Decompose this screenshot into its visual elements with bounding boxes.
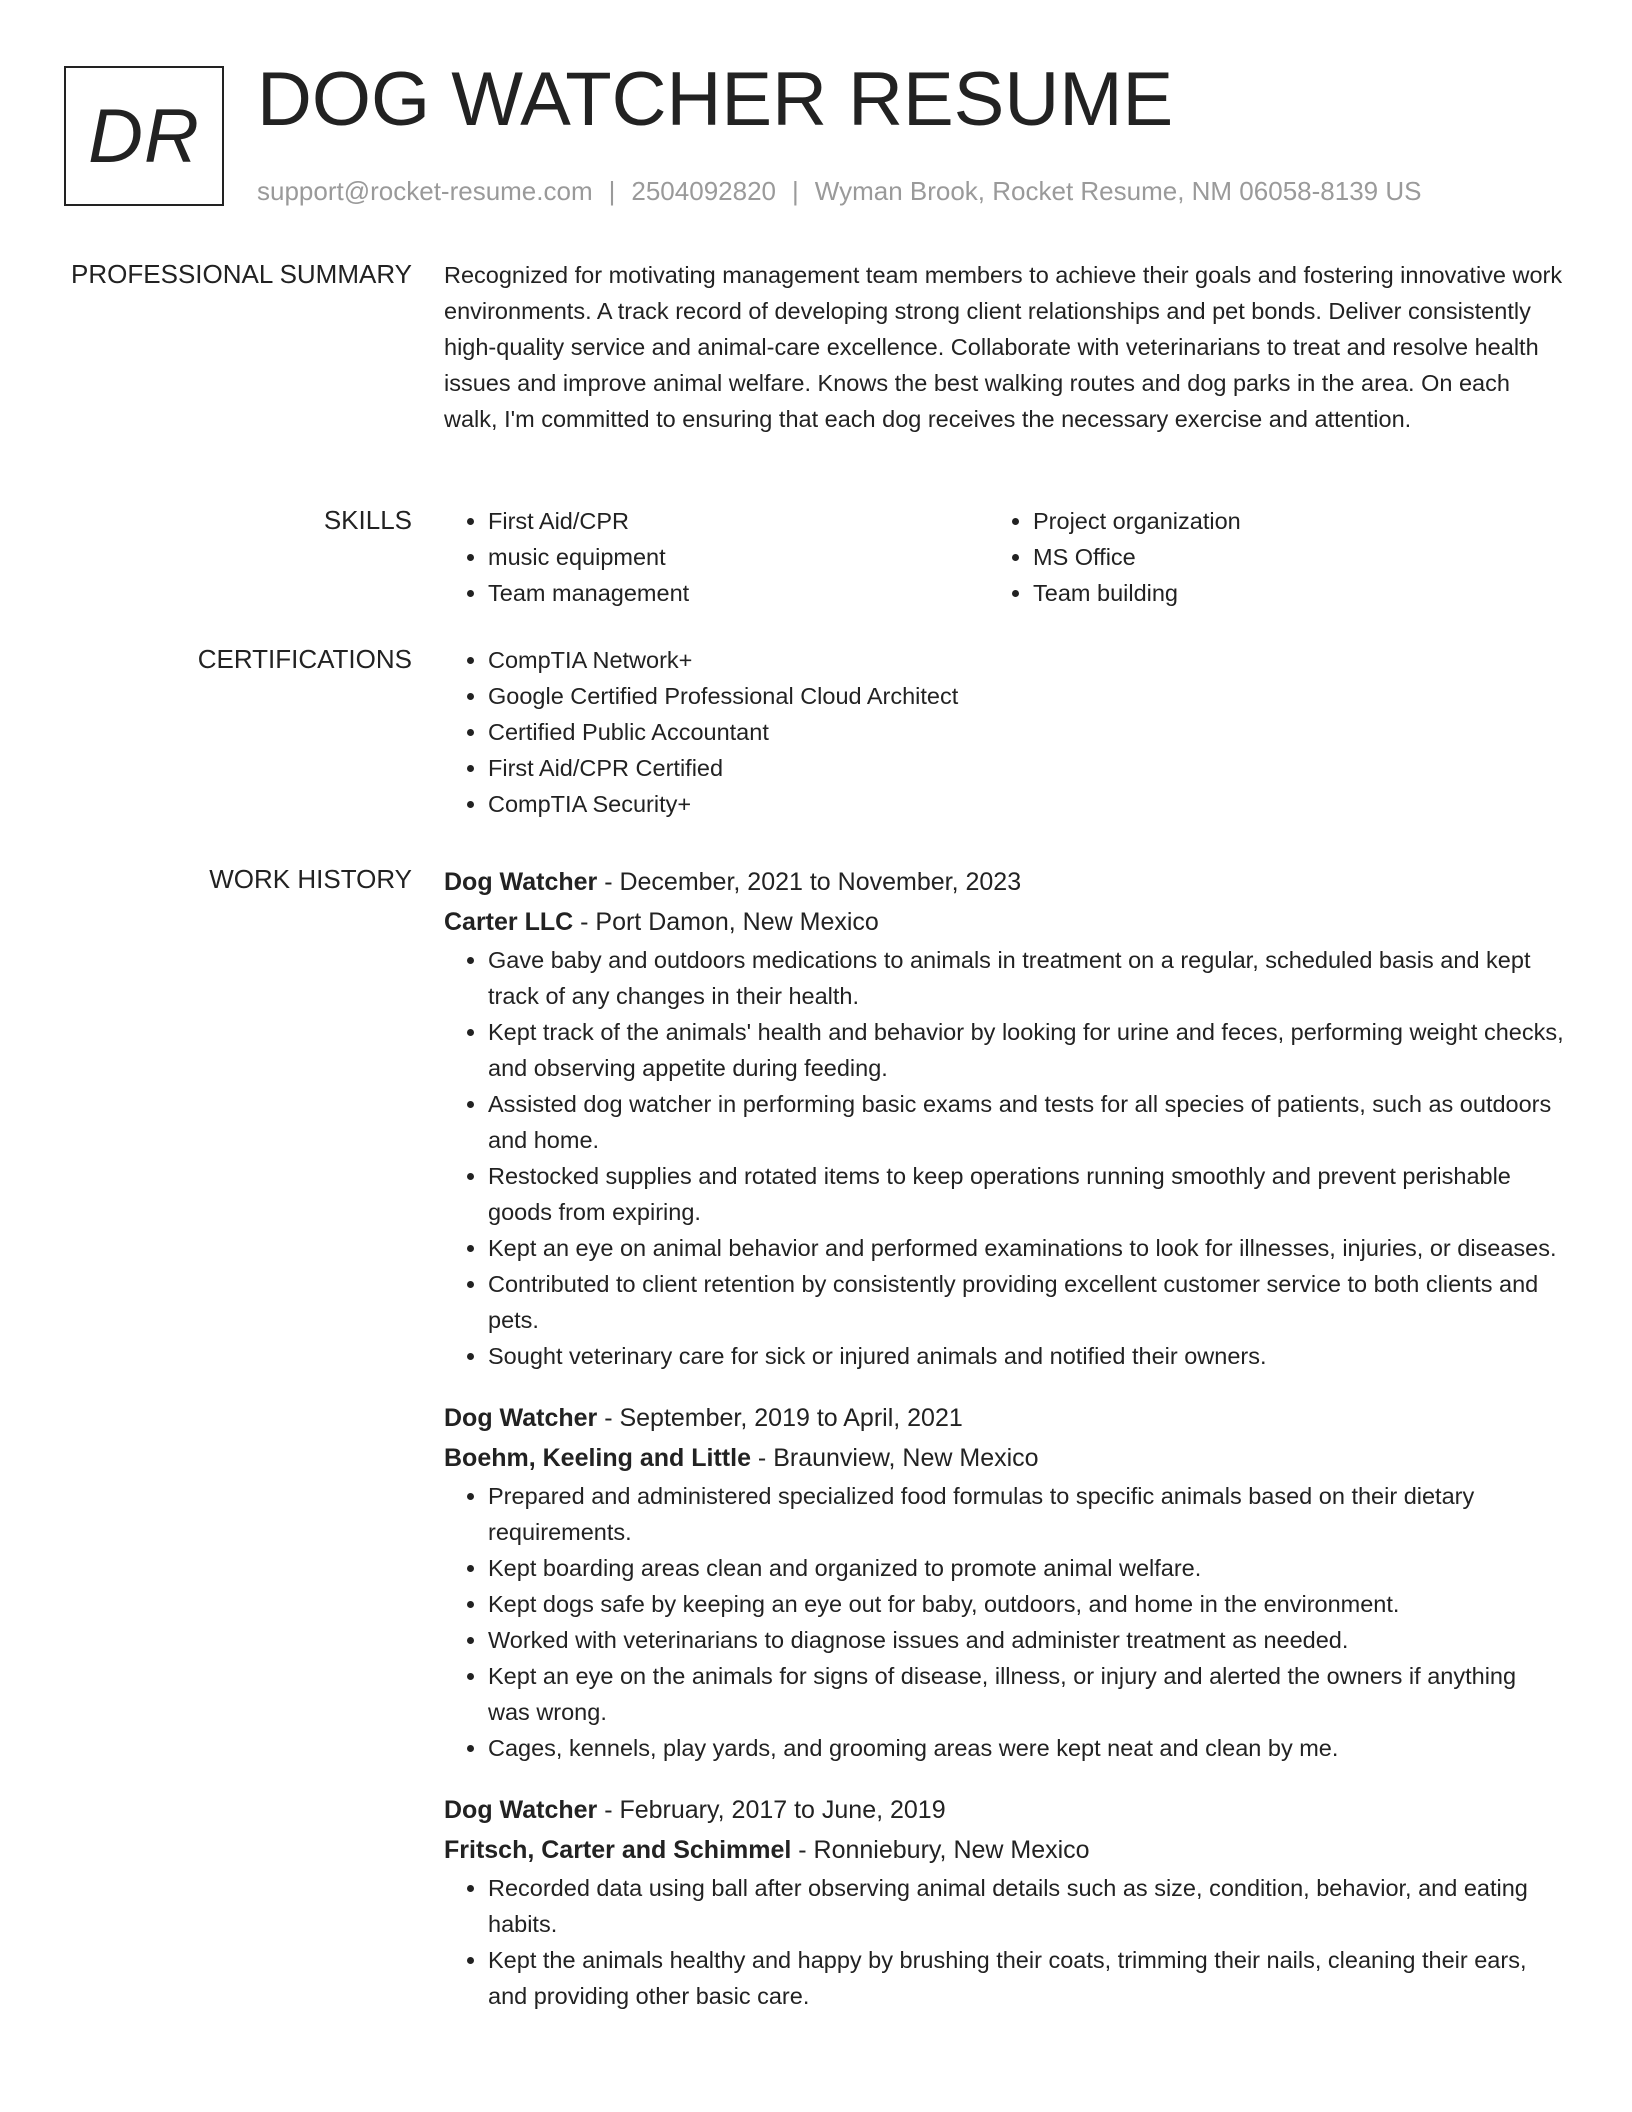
job-duty-item: • Restocked supplies and rotated items to keep operations running smoothly and prevent perishable goods from expiring. <box>488 1158 1564 1230</box>
job-duty-item: • Worked with veterinarians to diagnose issues and administer treatment as needed. <box>488 1622 1564 1658</box>
job-dates: - February, 2017 to June, 2019 <box>597 1796 946 1824</box>
job-company: Fritsch, Carter and Schimmel <box>444 1836 792 1864</box>
section-title-skills: SKILLS <box>323 505 412 535</box>
contact-line <box>257 174 1421 208</box>
contact-separator: | <box>608 176 616 206</box>
job-duty-item: • Contributed to client retention by consistently providing excellent customer service to both clients and pets. <box>488 1266 1564 1338</box>
job-duty-item: • Kept the animals healthy and happy by brushing their coats, trimming their nails, cleaning their ears, and providing other basic care. <box>488 1942 1564 2014</box>
job-duties-list <box>444 1478 1564 1766</box>
job-duty-item: • Kept boarding areas clean and organized to promote animal welfare. <box>488 1550 1564 1586</box>
certifications-body <box>444 642 1564 822</box>
job-role: Dog Watcher <box>444 1796 598 1824</box>
section-title-work-history: WORK HISTORY <box>209 864 412 894</box>
job-duties-list <box>444 1870 1564 2014</box>
job-role: Dog Watcher <box>444 1404 598 1432</box>
job-duty-item: • Recorded data using ball after observing animal details such as size, condition, behavior, and eating habits. <box>488 1870 1564 1942</box>
job-company: Carter LLC <box>444 908 574 936</box>
section-title-summary: PROFESSIONAL SUMMARY <box>71 259 412 289</box>
skill-item: • First Aid/CPR <box>488 503 989 539</box>
job-duty-item: • Kept dogs safe by keeping an eye out for baby, outdoors, and home in the environment. <box>488 1586 1564 1622</box>
section-title-certifications: CERTIFICATIONS <box>197 644 412 674</box>
monogram-logo: DR <box>64 66 224 206</box>
job-entry <box>444 862 1564 1374</box>
job-role: Dog Watcher <box>444 868 598 896</box>
skill-item: • Project organization <box>1033 503 1534 539</box>
job-duty-item: • Kept an eye on the animals for signs of disease, illness, or injury and alerted the owners if anything was wrong. <box>488 1658 1564 1730</box>
skill-item: • music equipment <box>488 539 989 575</box>
contact-separator: | <box>792 176 799 206</box>
job-company-line <box>444 1830 1564 1870</box>
job-location: - Braunview, New Mexico <box>750 1444 1039 1472</box>
job-entry <box>444 1790 1564 2014</box>
skills-body <box>444 503 1564 611</box>
job-duty-item: • Kept an eye on animal behavior and performed examinations to look for illnesses, injuries, or diseases. <box>488 1230 1564 1266</box>
certification-item: • First Aid/CPR Certified <box>488 750 1564 786</box>
certification-item: • Google Certified Professional Cloud Architect <box>488 678 1564 714</box>
skills-list-left <box>444 503 989 611</box>
skills-list-right <box>989 503 1534 611</box>
certification-item: • Certified Public Accountant <box>488 714 1564 750</box>
job-location: - Port Damon, New Mexico <box>573 908 879 936</box>
certification-item: • CompTIA Security+ <box>488 786 1564 822</box>
skill-item: • Team building <box>1033 575 1534 611</box>
job-role-line <box>444 1398 1564 1438</box>
job-duty-item: • Gave baby and outdoors medications to animals in treatment on a regular, scheduled basis and kept track of any changes in their health. <box>488 942 1564 1014</box>
certification-item: • CompTIA Network+ <box>488 642 1564 678</box>
job-duty-item: • Prepared and administered specialized food formulas to specific animals based on their dietary requirements. <box>488 1478 1564 1550</box>
job-dates: - December, 2021 to November, 2023 <box>597 868 1022 896</box>
skill-item: • Team management <box>488 575 989 611</box>
job-company: Boehm, Keeling and Little <box>444 1444 751 1472</box>
job-company-line <box>444 1438 1564 1478</box>
job-duty-item: • Cages, kennels, play yards, and grooming areas were kept neat and clean by me. <box>488 1730 1564 1766</box>
job-duties-list <box>444 942 1564 1374</box>
job-role-line <box>444 1790 1564 1830</box>
resume-title: DOG WATCHER RESUME <box>257 57 1174 142</box>
contact-phone[interactable]: 2504092820 <box>631 176 776 206</box>
job-duty-item: • Sought veterinary care for sick or injured animals and notified their owners. <box>488 1338 1564 1374</box>
job-company-line <box>444 902 1564 942</box>
job-entry <box>444 1398 1564 1766</box>
job-dates: - September, 2019 to April, 2021 <box>597 1404 963 1432</box>
job-duty-item: • Assisted dog watcher in performing basic exams and tests for all species of patients, such as outdoors and home. <box>488 1086 1564 1158</box>
certifications-list <box>444 642 1564 822</box>
contact-email[interactable]: support@rocket-resume.com <box>257 176 593 206</box>
summary-text: Recognized for motivating management team members to achieve their goals and fostering innovative work environments. A track record of developing strong client relationships and pet bonds. Deliver consistently high-quality service and animal-care excellence. Collaborate with veterinarians to treat and resolve health issues and improve animal welfare. Knows the best walking routes and dog parks in the area. On each walk, I'm committed to ensuring that each dog receives the necessary exercise and attention. <box>444 262 1563 432</box>
job-role-line <box>444 862 1564 902</box>
skill-item: • MS Office <box>1033 539 1534 575</box>
work-history-body <box>444 862 1564 2038</box>
job-duty-item: • Kept track of the animals' health and behavior by looking for urine and feces, performing weight checks, and observing appetite during feeding. <box>488 1014 1564 1086</box>
job-location: - Ronniebury, New Mexico <box>791 1836 1090 1864</box>
contact-address: Wyman Brook, Rocket Resume, NM 06058-8139 US <box>814 176 1422 206</box>
